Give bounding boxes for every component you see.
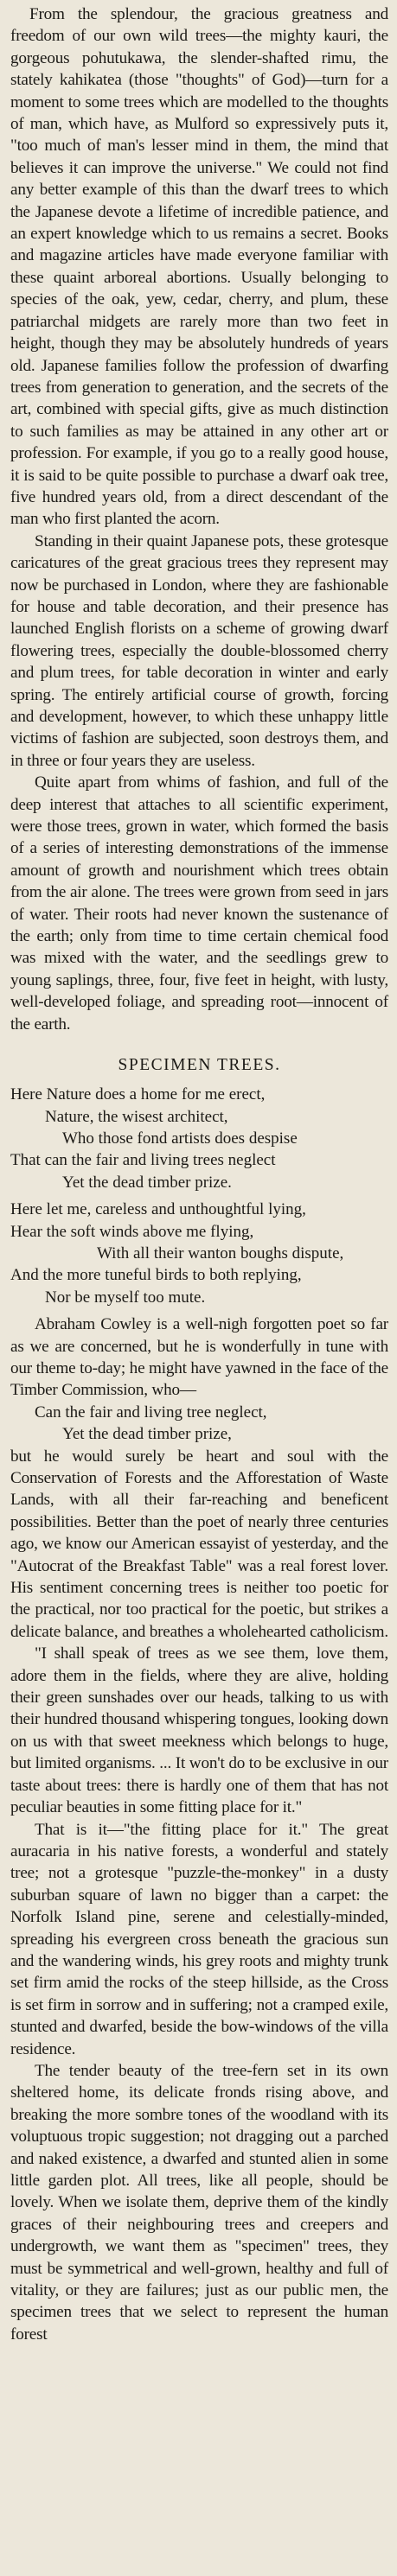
poem-line: Hear the soft winds above me flying, xyxy=(10,1222,254,1241)
poem xyxy=(10,1084,388,1308)
poem-line: With all their wanton boughs dispute, xyxy=(97,1243,344,1263)
poem-stanza xyxy=(10,1084,388,1193)
paragraph-abraham-cowley: Abraham Cowley is a well-nigh forgotten poet so far as we are concerned, but he is wonderfully in tune with our theme to-day; he might have yawned in the face of the Timber Commission, who— xyxy=(10,1315,388,1400)
paragraph-speak-of-trees: "I shall speak of trees as we see them, love them, adore them in the fields, where they are alive, holding their green sunshades over our heads, talking to us with their hundred thousand whispering tongues, looking down on us with that sweet meekness which belongs to huge, but limited organisms. ... It won't do to be exclusive in our taste about trees: there is hardly one of them that has not peculiar beauties in some fitting place for it." xyxy=(10,1644,388,1817)
paragraph-water-grown-trees: Quite apart from whims of fashion, and full of the deep interest that attaches to all scientific experiment, were those trees, grown in water, which formed the basis of a series of interesting demonstrations of the immense amount of growth and nourishment which trees obtain from the air alone. The trees were grown from seed in jars of water. Their roots had never known the sustenance of the earth; only from time to time certain chemical food was mixed with the water, and the seedlings grew to young saplings, three, four, five feet in height, with lusty, well-developed foliage, and spreading root—innocent of the earth. xyxy=(10,773,388,1034)
poem-line: Who those fond artists does despise xyxy=(62,1129,298,1148)
poem-line: Here Nature does a home for me erect, xyxy=(10,1085,266,1104)
poem-line: Here let me, careless and unthoughtful lying, xyxy=(10,1200,306,1219)
poem-line: And the more tuneful birds to both replying, xyxy=(10,1266,302,1285)
paragraph-splendour: From the splendour, the gracious greatness and freedom of our own wild trees—the mighty kauri, the gorgeous pohutukawa, the slender-shafted rimu, the stately kahikatea (those "thoughts" of God)—turn for a moment to some trees which are modelled to the thoughts of man, which have, as Mulford so expressively puts it, "too much of man's lesser mind in them, the mind that believes it can improve the universe." We could not find any better example of this than the dwarf trees to which the Japanese devote a lifetime of incredible patience, and an expert knowledge which to us remains a secret. Books and magazine articles have made everyone familiar with these quaint arboreal abortions. Usually belonging to species of the oak, yew, cedar, cherry, and plum, these patriarchal midgets are rarely more than two feet in height, though they may be absolutely hundreds of years old. Japanese families follow the profession of dwarfing trees from generation to generation, and the secrets of the art, combined with special gifts, give as much distinction to such families as may be attained in any other art or profession. For example, if you go to a really good house, it is said to be quite possible to purchase a dwarf oak tree, five hundred years old, from a direct descendant of the man who first planted the acorn. xyxy=(10,5,388,529)
quote-line: Yet the dead timber prize, xyxy=(62,1425,232,1444)
paragraph-fitting-place: That is it—"the fitting place for it." The great auracaria in his native forests, a wonderful and stately tree; not a grotesque "puzzle-the-monkey" in a dusty suburban square of lawn no bigger than a carpet: the Norfolk Island pine, serene and celestially-minded, spreading his evergreen cross beneath the gracious sun and the wandering winds, his grey roots and mighty trunk set firm amid the rocks of the steep hillside, as the Cross is set firm in sorrow and in suffering; not a cramped exile, stunted and dwarfed, beside the bow-windows of the villa residence. xyxy=(10,1820,388,2058)
poem-stanza xyxy=(10,1199,388,1308)
poem-line: That can the fair and living trees neglect xyxy=(10,1151,276,1170)
inline-quote xyxy=(10,1402,388,1446)
poem-line: Nature, the wisest architect, xyxy=(45,1107,228,1126)
poem-line: Nor be myself too mute. xyxy=(45,1288,206,1307)
quote-line: Can the fair and living tree neglect, xyxy=(35,1402,267,1422)
section-heading: SPECIMEN TREES. xyxy=(118,1056,281,1075)
paragraph-tree-fern: The tender beauty of the tree-fern set in its own sheltered home, its delicate fronds rising above, and breaking the more sombre tones of the woodland with its voluptuous tropic suggestion; not dragging out a parched and naked existence, a dwarfed and stunted alien in some little garden plot. All trees, like all people, should be lovely. When we isolate them, deprive them of the kindly graces of their neighbouring trees and creepers and undergrowth, we want them as "specimen" trees, they must be symmetrical and well-grown, healthy and full of vitality, or they are failures; just as our public men, the specimen trees that we select to represent the human forest xyxy=(10,2061,388,2344)
paragraph-conservation: but he would surely be heart and soul with the Conservation of Forests and the Afforestation of Waste Lands, with all their far-reaching and beneficent possibilities. Better than the poet of nearly three centuries ago, we know our American essayist of yesterday, and the "Autocrat of the Breakfast Table" was a real forest lover. His sentiment concerning trees is neither too poetic for the practical, nor too practical for the poetic, but strikes a delicate balance, and breathes a wholehearted catholicism. xyxy=(10,1447,388,1641)
poem-line: Yet the dead timber prize. xyxy=(62,1173,232,1192)
paragraph-japanese-pots: Standing in their quaint Japanese pots, these grotesque caricatures of the great gracious trees they represent may now be purchased in London, where they are fashionable for house and table decoration, and their presence has launched English florists on a scheme of growing dwarf flowering trees, especially the double-blossomed cherry and plum trees, for table decoration in winter and early spring. The entirely artificial course of growth, forcing and development, however, to which these unhappy little victims of fashion are subjected, soon destroys them, and in three or four years they are useless. xyxy=(10,531,388,770)
